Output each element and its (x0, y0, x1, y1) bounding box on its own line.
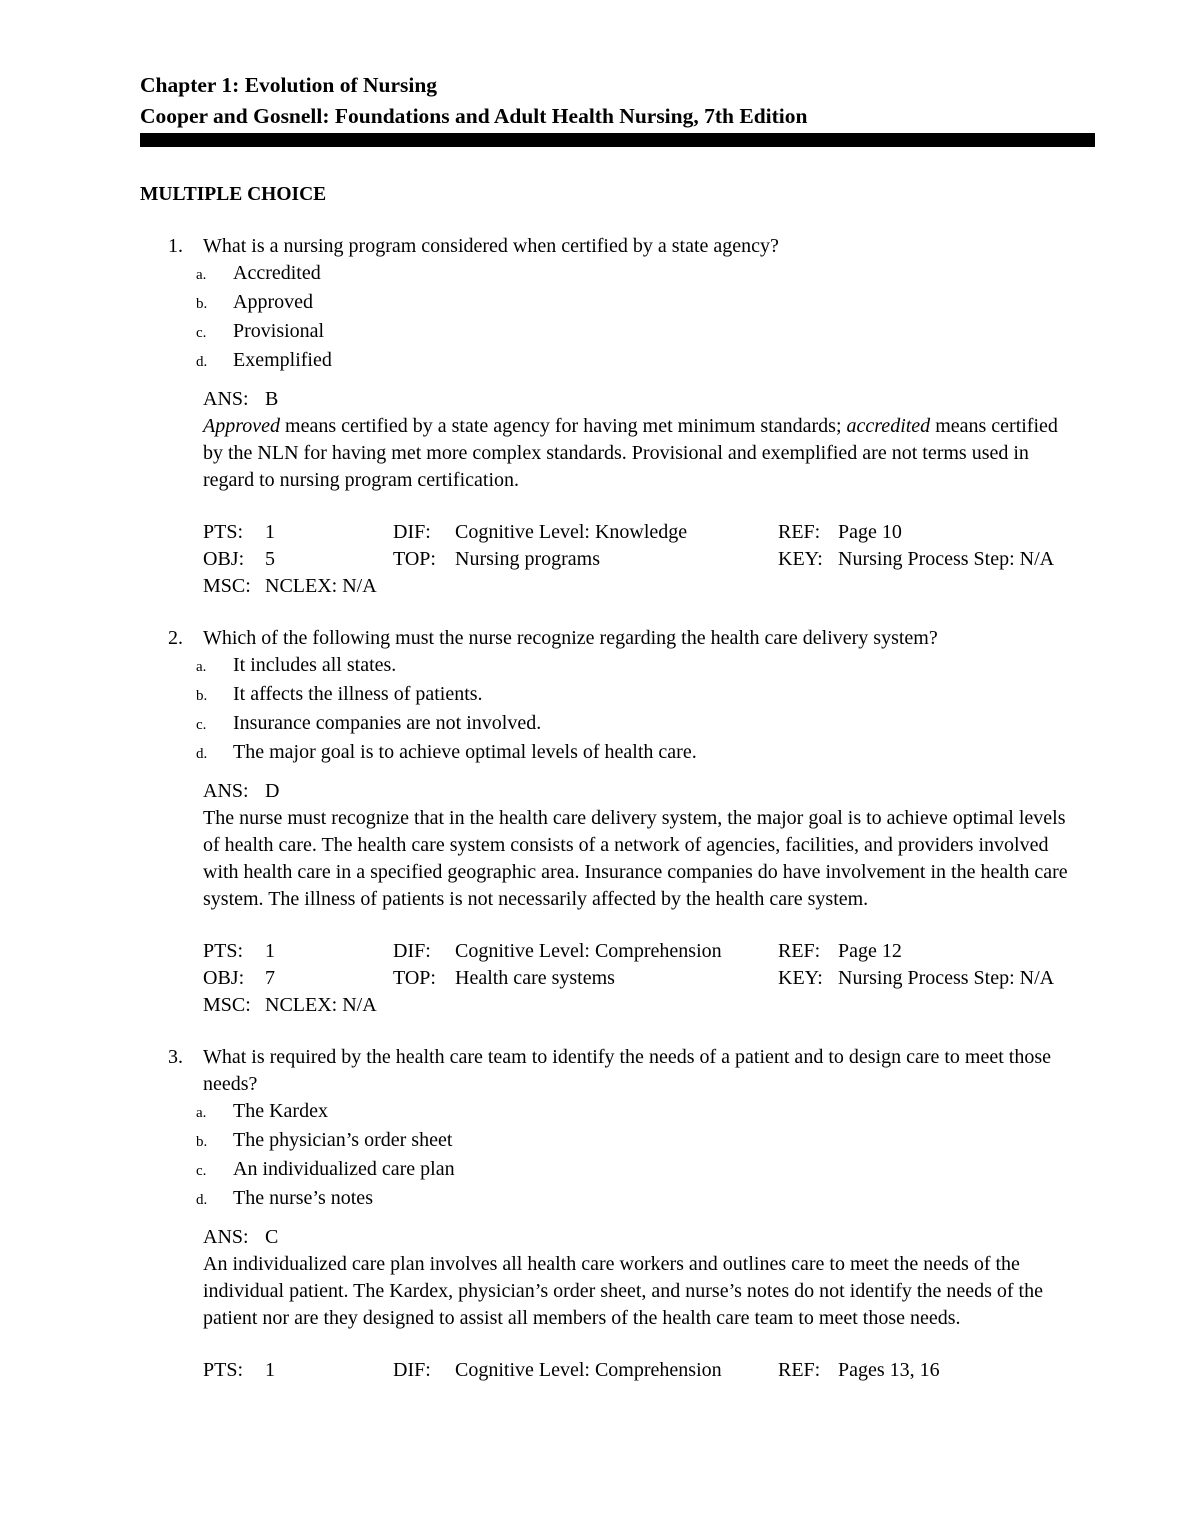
question-number: 3. (168, 1046, 183, 1068)
rationale-run: An individualized care plan involves all health care workers and outlines care to meet the needs of the individual patient. The Kardex, physician’s order sheet, and nurse’s notes do not identify the needs of the patient nor are they designed to assist all members of the health care team to meet those needs. (203, 1253, 1043, 1329)
answer-value: B (265, 388, 279, 410)
option-c (140, 710, 1090, 739)
answer-label: ANS: (203, 780, 249, 802)
meta-row (203, 992, 1090, 1019)
meta-label-msc: MSC: (203, 994, 251, 1016)
option-letter: c. (196, 325, 207, 341)
meta-label-dif: DIF: (393, 940, 431, 962)
options-list (140, 260, 1090, 376)
chapter-title: Chapter 1: Evolution of Nursing (140, 73, 438, 97)
meta-value-ref: Page 12 (838, 940, 902, 962)
option-text: An individualized care plan (233, 1158, 455, 1180)
answer-block (203, 778, 1080, 913)
rationale (203, 413, 1080, 494)
answer-label: ANS: (203, 1226, 249, 1248)
meta-row (203, 938, 1090, 965)
book-title: Cooper and Gosnell: Foundations and Adult Health Nursing, 7th Edition (140, 104, 808, 128)
option-a (140, 260, 1090, 289)
rationale (203, 805, 1080, 913)
question-stem (140, 233, 1090, 260)
meta-value-pts: 1 (265, 1359, 275, 1381)
option-text: Insurance companies are not involved. (233, 712, 542, 734)
option-text: Accredited (233, 262, 321, 284)
option-text: Approved (233, 291, 313, 313)
meta-value-top: Health care systems (455, 967, 615, 989)
option-text: The nurse’s notes (233, 1187, 373, 1209)
answer-line (203, 1224, 1080, 1251)
meta-value-key: Nursing Process Step: N/A (838, 548, 1055, 570)
option-b (140, 289, 1090, 318)
page-content (140, 70, 1090, 1384)
meta-label-ref: REF: (778, 1359, 821, 1381)
answer-block (203, 386, 1080, 494)
meta-label-pts: PTS: (203, 1359, 244, 1381)
rationale-italic-run: accredited (846, 415, 931, 437)
meta-label-pts: PTS: (203, 940, 244, 962)
document-header (140, 70, 1090, 147)
options-list (140, 652, 1090, 768)
option-letter: b. (196, 688, 208, 704)
meta-row (203, 546, 1090, 573)
option-c (140, 318, 1090, 347)
answer-value: C (265, 1226, 279, 1248)
option-letter: a. (196, 1105, 207, 1121)
rationale-italic-run: Approved (203, 415, 281, 437)
header-rule (140, 133, 1095, 147)
meta-label-key: KEY: (778, 548, 823, 570)
answer-value: D (265, 780, 280, 802)
meta-value-pts: 1 (265, 940, 275, 962)
option-text: The major goal is to achieve optimal levels of health care. (233, 741, 697, 763)
meta-label-dif: DIF: (393, 521, 431, 543)
meta-label-dif: DIF: (393, 1359, 431, 1381)
answer-line (203, 778, 1080, 805)
meta-row (203, 573, 1090, 600)
meta-label-obj: OBJ: (203, 548, 245, 570)
answer-block (203, 1224, 1080, 1332)
meta-row (203, 1357, 1090, 1384)
option-a (140, 1098, 1090, 1127)
option-b (140, 681, 1090, 710)
metadata (203, 1357, 1090, 1384)
section-title: MULTIPLE CHOICE (140, 184, 327, 205)
option-b (140, 1127, 1090, 1156)
meta-value-msc: NCLEX: N/A (265, 575, 377, 597)
answer-line (203, 386, 1080, 413)
option-text: The Kardex (233, 1100, 328, 1122)
meta-value-ref: Pages 13, 16 (838, 1359, 940, 1381)
question-text: What is a nursing program considered when certified by a state agency? (203, 235, 779, 257)
meta-label-msc: MSC: (203, 575, 251, 597)
meta-value-ref: Page 10 (838, 521, 902, 543)
answer-label: ANS: (203, 388, 249, 410)
meta-row (203, 965, 1090, 992)
option-letter: a. (196, 267, 207, 283)
option-letter: d. (196, 354, 208, 370)
option-text: Provisional (233, 320, 325, 342)
meta-label-ref: REF: (778, 940, 821, 962)
options-list (140, 1098, 1090, 1214)
question-2 (140, 625, 1090, 1019)
meta-value-obj: 5 (265, 548, 275, 570)
option-d (140, 739, 1090, 768)
option-letter: d. (196, 1192, 208, 1208)
meta-value-dif: Cognitive Level: Knowledge (455, 521, 688, 543)
rationale-run: The nurse must recognize that in the health care delivery system, the major goal is to achieve optimal levels of health care. The health care system consists of a network of agencies, facilities, and providers involved with health care in a specified geographic area. Insurance companies do have involvement in the health care system. The illness of patients is not necessarily affected by the health care system. (203, 807, 1068, 910)
option-letter: b. (196, 296, 208, 312)
option-letter: c. (196, 1163, 207, 1179)
meta-value-dif: Cognitive Level: Comprehension (455, 1359, 722, 1381)
meta-label-pts: PTS: (203, 521, 244, 543)
option-text: It affects the illness of patients. (233, 683, 483, 705)
option-letter: a. (196, 659, 207, 675)
option-letter: c. (196, 717, 207, 733)
question-text: Which of the following must the nurse recognize regarding the health care delivery system? (203, 627, 938, 649)
question-number: 1. (168, 235, 183, 257)
rationale (203, 1251, 1080, 1332)
option-text: The physician’s order sheet (233, 1129, 453, 1151)
rationale-run: means certified by the NLN for having met more complex standards. Provisional and exemplified are not terms used in regard to nursing program certification. (203, 415, 1058, 491)
meta-value-msc: NCLEX: N/A (265, 994, 377, 1016)
metadata (203, 519, 1090, 600)
meta-value-dif: Cognitive Level: Comprehension (455, 940, 722, 962)
meta-label-ref: REF: (778, 521, 821, 543)
option-text: Exemplified (233, 349, 332, 371)
option-c (140, 1156, 1090, 1185)
question-text: What is required by the health care team to identify the needs of a patient and to design care to meet those needs? (203, 1046, 1052, 1095)
option-a (140, 652, 1090, 681)
meta-label-top: TOP: (393, 967, 436, 989)
option-text: It includes all states. (233, 654, 397, 676)
meta-row (203, 519, 1090, 546)
option-d (140, 1185, 1090, 1214)
question-number: 2. (168, 627, 183, 649)
question-stem (140, 625, 1090, 652)
question-3 (140, 1044, 1090, 1384)
metadata (203, 938, 1090, 1019)
rationale-run: means certified by a state agency for having met minimum standards; (280, 415, 847, 437)
option-letter: d. (196, 746, 208, 762)
option-letter: b. (196, 1134, 208, 1150)
meta-label-top: TOP: (393, 548, 436, 570)
question-1 (140, 233, 1090, 600)
meta-value-top: Nursing programs (455, 548, 600, 570)
meta-value-key: Nursing Process Step: N/A (838, 967, 1055, 989)
meta-value-pts: 1 (265, 521, 275, 543)
meta-value-obj: 7 (265, 967, 275, 989)
question-stem (140, 1044, 1090, 1098)
meta-label-obj: OBJ: (203, 967, 245, 989)
option-d (140, 347, 1090, 376)
meta-label-key: KEY: (778, 967, 823, 989)
